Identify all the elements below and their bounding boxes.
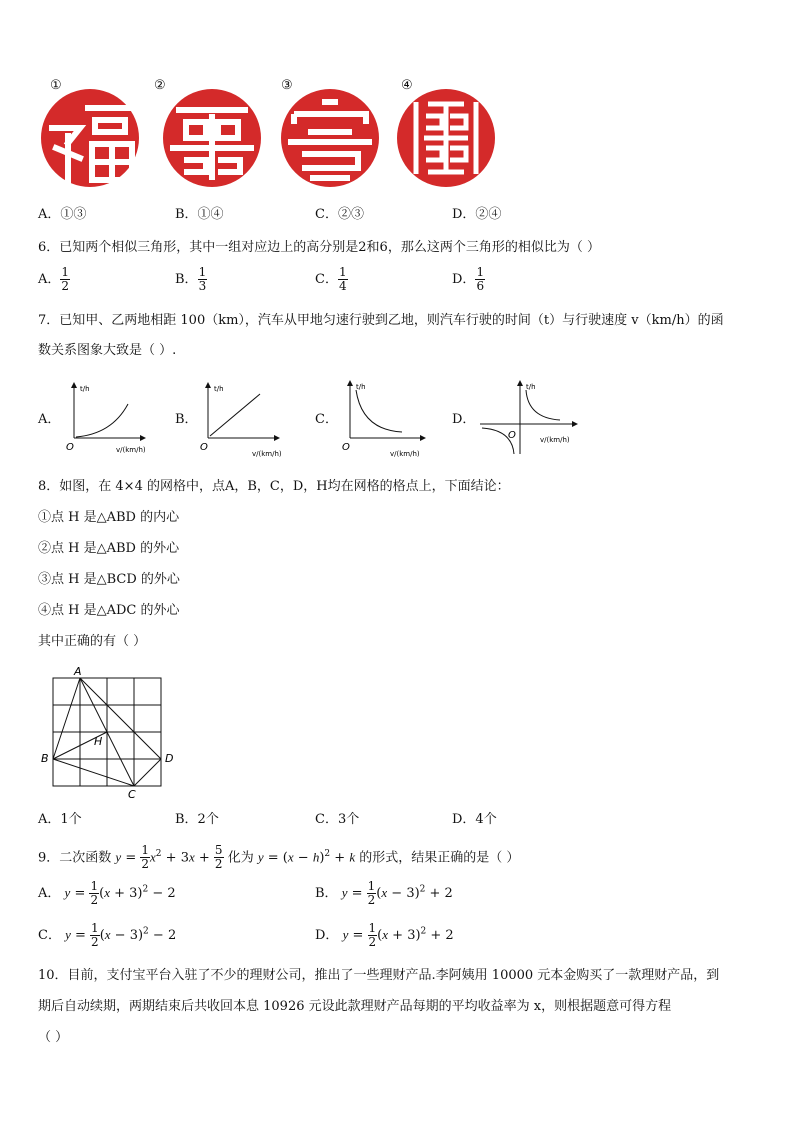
q9-option-c[interactable]: C． y = $\frac{1}{2}$ $(x - 3)^2 - 2$ — [38, 921, 177, 949]
q7-graph-d-origin: O — [508, 430, 516, 441]
q7-graph-d-xlabel: v/(km/h) — [540, 436, 570, 444]
q6-option-d[interactable]: D． $\frac{1}{6}$ — [452, 265, 485, 293]
q7-option-a-label[interactable]: A． — [38, 412, 61, 427]
q8-point-a: A — [74, 665, 82, 678]
q6-option-a[interactable]: A． $\frac{1}{2}$ — [38, 265, 70, 293]
q5-option-c[interactable]: C．②③ — [315, 207, 364, 222]
seal-label-2: ② — [154, 78, 166, 93]
q10-line2: 期后自动续期，两期结束后共收回本息 10926 元设此款理财产品每期的平均收益率为 x，则根据题意可得方程 — [38, 999, 672, 1014]
q7-stem-line1: 7．已知甲、乙两地相距 100（km），汽车从甲地匀速行驶到乙地，则汽车行驶的时间（t）与行驶速度 v（km/h）的函 — [38, 313, 724, 328]
q6-stem: 6．已知两个相似三角形，其中一组对应边上的高分别是2和6，那么这两个三角形的相似比为（ ） — [38, 240, 600, 255]
seal-label-3: ③ — [281, 78, 293, 93]
q7-graph-a-origin: O — [66, 442, 74, 453]
q7-option-c-label[interactable]: C． — [315, 412, 338, 427]
q8-grid-figure — [38, 664, 188, 802]
seal-label-4: ④ — [401, 78, 413, 93]
seal-fu-image — [40, 88, 140, 188]
q7-option-d-label[interactable]: D． — [452, 412, 476, 427]
q7-graph-a — [60, 382, 160, 458]
q8-stem: 8．如图，在 4×4 的网格中，点A，B，C，D，H均在网格的格点上，下面结论： — [38, 479, 510, 494]
q8-point-h: H — [94, 735, 103, 748]
seal-xi-image — [396, 88, 496, 188]
q6-option-b[interactable]: B． $\frac{1}{3}$ — [175, 265, 207, 293]
q8-option-d[interactable]: D．4个 — [452, 812, 497, 827]
q6-option-c[interactable]: C． $\frac{1}{4}$ — [315, 265, 347, 293]
q8-point-d: D — [165, 752, 174, 765]
q8-question: 其中正确的有（ ） — [38, 634, 147, 649]
q8-point-b: B — [41, 752, 49, 765]
q7-stem-line2: 数关系图象大致是（ ）. — [38, 343, 177, 358]
q9-option-a[interactable]: A． y = $\frac{1}{2}$ $(x + 3)^2 - 2$ — [38, 879, 176, 907]
q7-graph-b-xlabel: v/(km/h) — [252, 450, 282, 458]
q7-graph-c-xlabel: v/(km/h) — [390, 450, 420, 458]
q8-statement-4: ④点 H 是△ADC 的外心 — [38, 603, 180, 618]
q8-option-b[interactable]: B．2个 — [175, 812, 219, 827]
q7-graph-c-ylabel: t/h — [356, 383, 366, 391]
q9-option-d[interactable]: D． y = $\frac{1}{2}$ $(x + 3)^2 + 2$ — [315, 921, 454, 949]
q7-graph-c — [338, 380, 438, 458]
q9-stem: 9．二次函数 y = $\frac{1}{2}$ $x^2 + 3x$ + $\frac{5}{2}$ 化为 $y = (x - h)^2 + k$ 的形式，结果正确的是（ ） — [38, 843, 520, 872]
q7-graph-b — [196, 382, 296, 458]
q8-option-a[interactable]: A．1个 — [38, 812, 82, 827]
q7-option-b-label[interactable]: B． — [175, 412, 198, 427]
q10-line3: （ ） — [38, 1030, 69, 1045]
q8-point-c: C — [128, 788, 136, 801]
q5-option-d[interactable]: D．②④ — [452, 207, 502, 222]
q8-statement-2: ②点 H 是△ABD 的外心 — [38, 541, 180, 556]
seal-label-1: ① — [50, 78, 62, 93]
q9-option-b[interactable]: B． y = $\frac{1}{2}$ $(x - 3)^2 + 2$ — [315, 879, 453, 907]
q8-statement-3: ③点 H 是△BCD 的外心 — [38, 572, 180, 587]
q8-statement-1: ①点 H 是△ABD 的内心 — [38, 510, 180, 525]
q10-line1: 10．目前，支付宝平台入驻了不少的理财公司，推出了一些理财产品.李阿姨用 10000 元本金购买了一款理财产品，到 — [38, 968, 720, 983]
q7-graph-d — [476, 380, 586, 458]
q5-option-a[interactable]: A．①③ — [38, 207, 87, 222]
q7-graph-a-xlabel: v/(km/h) — [116, 446, 146, 454]
q7-graph-a-ylabel: t/h — [80, 385, 90, 393]
seal-lu-image — [162, 88, 262, 188]
q7-graph-b-origin: O — [200, 442, 208, 453]
q8-option-c[interactable]: C．3个 — [315, 812, 360, 827]
q7-graph-d-ylabel: t/h — [526, 383, 536, 391]
q7-graph-b-ylabel: t/h — [214, 385, 224, 393]
q5-option-b[interactable]: B．①④ — [175, 207, 224, 222]
q7-graph-c-origin: O — [342, 442, 350, 453]
seal-shou-image — [280, 88, 380, 188]
